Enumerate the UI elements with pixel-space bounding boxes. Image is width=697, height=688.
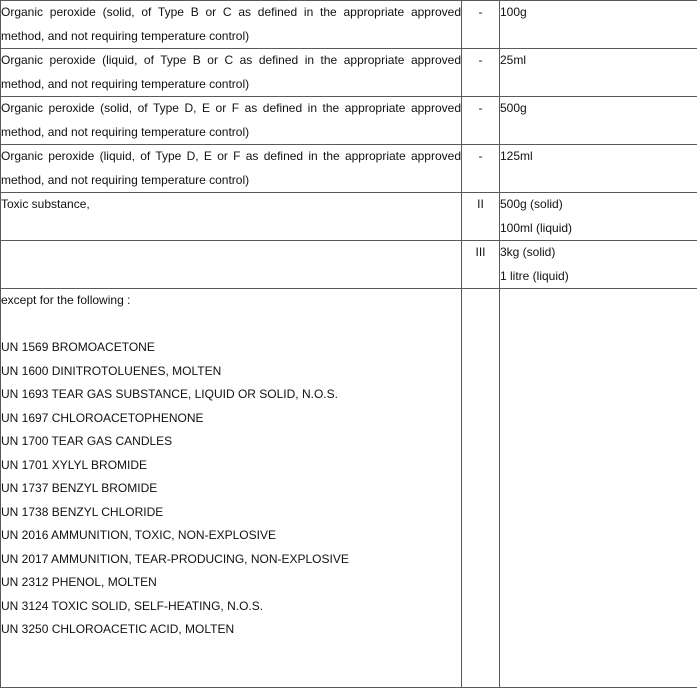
quantity-cell bbox=[500, 145, 697, 193]
exception-item: UN 1737 BENZYL BROMIDE bbox=[1, 477, 461, 501]
exception-item: UN 3124 TOXIC SOLID, SELF-HEATING, N.O.S. bbox=[1, 595, 461, 619]
substance-line: method, and not requiring temperature control) bbox=[1, 25, 461, 49]
substance-cell bbox=[1, 97, 462, 145]
packing-group-cell bbox=[462, 1, 500, 49]
table-row bbox=[1, 1, 697, 49]
quantity-value: 3kg (solid) bbox=[500, 241, 697, 265]
quantity-value: 500g (solid) bbox=[500, 193, 697, 217]
exception-item: UN 1693 TEAR GAS SUBSTANCE, LIQUID OR SOLID, N.O.S. bbox=[1, 383, 461, 407]
packing-group-cell bbox=[462, 289, 500, 688]
substance-line: Toxic substance, bbox=[1, 193, 461, 217]
packing-group-cell bbox=[462, 241, 500, 289]
exceptions-cell bbox=[1, 289, 462, 688]
exception-item: UN 1701 XYLYL BROMIDE bbox=[1, 454, 461, 478]
packing-group: - bbox=[462, 97, 499, 121]
substance-line: method, and not requiring temperature control) bbox=[1, 169, 461, 193]
substance-cell bbox=[1, 241, 462, 289]
packing-group-cell bbox=[462, 193, 500, 241]
packing-group-cell bbox=[462, 97, 500, 145]
packing-group: II bbox=[462, 193, 499, 217]
table-row bbox=[1, 193, 697, 241]
substance-cell bbox=[1, 193, 462, 241]
quantity-cell bbox=[500, 1, 697, 49]
substance-line: Organic peroxide (liquid, of Type D, E or F as defined in the appropriate approved bbox=[1, 145, 461, 169]
quantity-value: 100ml (liquid) bbox=[500, 217, 697, 241]
exception-item: UN 1738 BENZYL CHLORIDE bbox=[1, 501, 461, 525]
quantity-cell bbox=[500, 49, 697, 97]
table-row bbox=[1, 145, 697, 193]
packing-group: III bbox=[462, 241, 499, 265]
exception-item: UN 2017 AMMUNITION, TEAR-PRODUCING, NON-EXPLOSIVE bbox=[1, 548, 461, 572]
substance-cell bbox=[1, 1, 462, 49]
quantity-value: 500g bbox=[500, 97, 697, 121]
substance-line: Organic peroxide (solid, of Type B or C as defined in the appropriate approved bbox=[1, 1, 461, 25]
packing-group: - bbox=[462, 49, 499, 73]
substance-line: method, and not requiring temperature control) bbox=[1, 121, 461, 145]
exception-item: UN 1569 BROMOACETONE bbox=[1, 336, 461, 360]
table-row bbox=[1, 49, 697, 97]
exception-item: UN 1600 DINITROTOLUENES, MOLTEN bbox=[1, 360, 461, 384]
table-row bbox=[1, 97, 697, 145]
exception-item: UN 2016 AMMUNITION, TOXIC, NON-EXPLOSIVE bbox=[1, 524, 461, 548]
quantity-value: 100g bbox=[500, 1, 697, 25]
substance-cell bbox=[1, 145, 462, 193]
exceptions-row bbox=[1, 289, 697, 688]
table-row bbox=[1, 241, 697, 289]
exception-item: UN 1697 CHLOROACETOPHENONE bbox=[1, 407, 461, 431]
exceptions-list bbox=[1, 336, 461, 642]
spacer bbox=[1, 313, 461, 337]
exception-item: UN 3250 CHLOROACETIC ACID, MOLTEN bbox=[1, 618, 461, 642]
packing-group-cell bbox=[462, 145, 500, 193]
quantity-value: 125ml bbox=[500, 145, 697, 169]
substance-line: method, and not requiring temperature control) bbox=[1, 73, 461, 97]
packing-group: - bbox=[462, 1, 499, 25]
quantity-cell bbox=[500, 241, 697, 289]
exceptions-heading: except for the following : bbox=[1, 289, 461, 313]
quantity-value: 1 litre (liquid) bbox=[500, 265, 697, 289]
exception-item: UN 2312 PHENOL, MOLTEN bbox=[1, 571, 461, 595]
substance-line: Organic peroxide (liquid, of Type B or C as defined in the appropriate approved bbox=[1, 49, 461, 73]
exception-item: UN 1700 TEAR GAS CANDLES bbox=[1, 430, 461, 454]
quantity-cell bbox=[500, 289, 697, 688]
substance-line: Organic peroxide (solid, of Type D, E or F as defined in the appropriate approved bbox=[1, 97, 461, 121]
substance-cell bbox=[1, 49, 462, 97]
quantity-value: 25ml bbox=[500, 49, 697, 73]
quantity-cell bbox=[500, 193, 697, 241]
packing-group: - bbox=[462, 145, 499, 169]
quantity-cell bbox=[500, 97, 697, 145]
packing-group-cell bbox=[462, 49, 500, 97]
